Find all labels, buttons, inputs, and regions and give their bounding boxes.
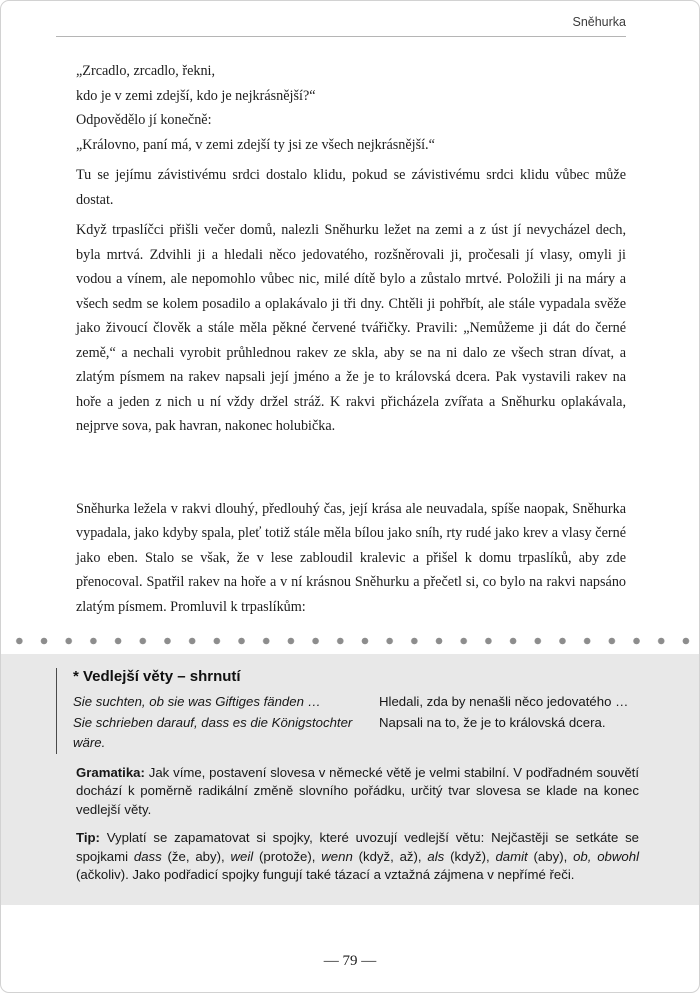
- page-footer: [1, 953, 699, 992]
- story-paragraph: Sněhurka ležela v rakvi dlouhý, předlouhý čas, její krása ale neuvadala, spíše naopak, Sněhurka vypadala, jako kdyby spala, pleť totiž stále měla bílou jako sníh, rty rudé jako krev a vlasy černé jako eben. Stalo se však, že v lese zabloudil kralevic a přišel k domu trpaslíků, aby zde přenocoval. Spatřil rakev na hoře a v ní krásnou Sněhurku a přečetl si, co bylo na rakvi napsáno zlatým písmem. Promluvil k trpaslíkům:: [76, 500, 626, 615]
- story-paragraph: Když trpaslíčci přišli večer domů, nalezli Sněhurku ležet na zemi a z úst jí nevycházel dech, byla mrtvá. Zdvihli ji a hledali něco jedovatého, rozšněrovali ji, pročesali jí vlasy, omyli ji vodou a vínem, ale nepomohlo vůbec nic, milé dítě bylo a zůstalo mrtvé. Položili ji na máry a všech sedm se kolem posadilo a oplakávalo ji tři dny. Chtěli ji pohřbít, ale stále vypadala svěže jako živoucí člověk a stále měla pěkné červené tvářičky. Pravili: „Nemůžeme ji dát do černé země,“ a nechali vyrobit průhlednou rakev ze skla, aby se na ni dalo ze všech stran dívat, a zlatým písmem na rakev napsali její jméno a že je to královská dcera. Pak vystavili rakev na hoře a jeden z nich u ní vždy držel stráž. K rakvi přicházela zvířata a Sněhurku oplakávala, nejprve sova, pak havran, nakonec holubička.: [76, 222, 626, 434]
- grammar-text: Jak víme, postavení slovesa v německé větě je velmi stabilní. V podřadném souvětí dochází k poměrně radikální změně slovního pořádku, určitý tvar slovesa se klade na konec vedlejší věty.: [76, 764, 639, 817]
- story-paragraph: Tu se jejímu závistivému srdci dostalo klidu, pokud se závistivému srdci klidu vůbec může dostat.: [76, 167, 626, 208]
- example-czech: Hledali, zda by nenašli něco jedovatého …: [379, 694, 629, 709]
- grammar-note: [76, 764, 639, 820]
- tip-segment: (že, aby),: [161, 848, 231, 864]
- verse-block: [76, 59, 626, 157]
- tip-segment: (když, až),: [352, 848, 428, 864]
- illustration-gap: [76, 439, 626, 491]
- example-czech: Napsali na to, že je to královská dcera.: [379, 714, 606, 730]
- tip-segment: damit: [495, 848, 528, 864]
- grammar-label: Gramatika:: [76, 764, 145, 780]
- story-text: [1, 37, 699, 619]
- verse-line: Odpovědělo jí konečně:: [76, 112, 212, 128]
- tip-segment: (ačkoliv). Jako podřadicí spojky fungují také tázací a vztažná zájmena v nepřímé řeči.: [76, 867, 575, 883]
- tip-segment: (když),: [444, 848, 496, 864]
- verse-line: kdo je v zemi zdejší, kdo je nejkrásnější?“: [76, 87, 316, 104]
- verse-line: „Zrcadlo, zrcadlo, řekni,: [76, 63, 216, 79]
- summary-lead-block: [56, 668, 639, 754]
- tip-segment: Vyplatí se zapamatovat si spojky, které uvozují vedlejší větu: Nejčastěji se setkáte se spojkami: [76, 830, 639, 864]
- example-german: Sie schrieben darauf, dass es die Königstochter wäre.: [73, 714, 353, 750]
- tip-segment: wenn: [321, 848, 353, 864]
- tip-label: Tip:: [76, 830, 100, 846]
- page-header: [1, 1, 699, 37]
- verse-line: „Královno, paní má, v zemi zdejší ty jsi ze všech nejkrásnější.“: [76, 136, 435, 153]
- example-row: [73, 692, 639, 713]
- tip-segment: weil: [230, 848, 254, 864]
- summary-box: [1, 654, 699, 905]
- header-title: Sněhurka: [572, 15, 626, 29]
- tip-segment: dass: [133, 848, 162, 864]
- tip-segment: (aby),: [527, 848, 574, 864]
- example-row: [73, 713, 639, 754]
- example-german: Sie suchten, ob sie was Giftiges fänden …: [73, 694, 321, 709]
- page-number: — 79 —: [323, 953, 377, 969]
- tip-note: [76, 829, 639, 885]
- tip-segment: als: [427, 848, 445, 864]
- tip-segment: (protože),: [253, 848, 322, 864]
- dotted-separator: [7, 637, 693, 645]
- tip-segment: ob, obwohl: [573, 848, 640, 864]
- summary-title: * Vedlejší věty – shrnutí: [73, 668, 241, 685]
